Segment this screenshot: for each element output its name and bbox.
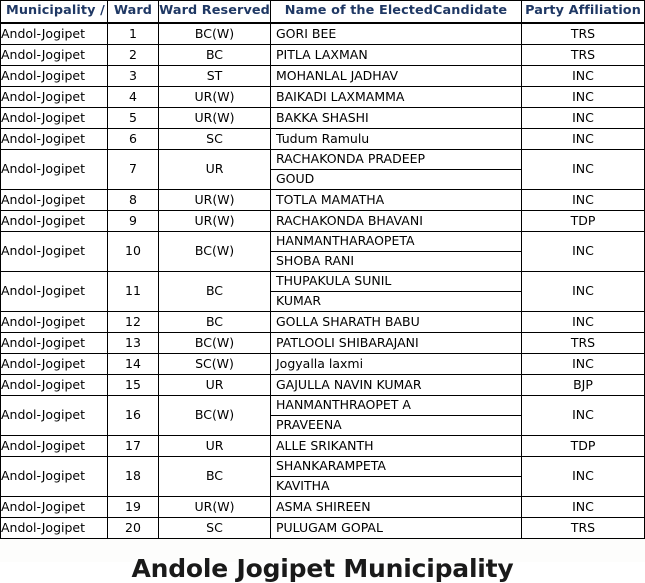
cell-candidate-name (271, 396, 522, 436)
column-header-municipality: Municipality / (1, 1, 108, 24)
cell-ward-number: 1 (108, 23, 159, 45)
candidate-name-stack (271, 108, 521, 128)
cell-ward-reserved: BC (159, 45, 271, 66)
table-row (1, 272, 645, 312)
cell-party-affiliation: INC (522, 129, 645, 150)
cell-party-affiliation: INC (522, 87, 645, 108)
cell-candidate-name (271, 375, 522, 396)
candidate-name-stack (271, 272, 521, 311)
candidate-name-line: ALLE SRIKANTH (276, 437, 374, 453)
cell-municipality: Andol-Jogipet (1, 272, 108, 312)
cell-municipality: Andol-Jogipet (1, 497, 108, 518)
cell-candidate-name (271, 150, 522, 190)
cell-candidate-name (271, 87, 522, 108)
table-row (1, 190, 645, 211)
candidate-name-line: SHANKARAMPETA (276, 458, 386, 474)
cell-municipality: Andol-Jogipet (1, 333, 108, 354)
candidate-name-line: GAJULLA NAVIN KUMAR (276, 376, 422, 392)
column-header-party: Party Affiliation (522, 1, 645, 24)
cell-municipality: Andol-Jogipet (1, 232, 108, 272)
cell-municipality: Andol-Jogipet (1, 436, 108, 457)
table-body (1, 23, 645, 539)
cell-candidate-name (271, 333, 522, 354)
cell-candidate-name (271, 108, 522, 129)
cell-ward-reserved: BC(W) (159, 333, 271, 354)
candidate-name-stack (271, 457, 521, 496)
cell-ward-reserved: UR(W) (159, 87, 271, 108)
table-row (1, 354, 645, 375)
cell-ward-reserved: ST (159, 66, 271, 87)
cell-ward-number: 4 (108, 87, 159, 108)
cell-ward-reserved: UR(W) (159, 497, 271, 518)
cell-ward-reserved: SC (159, 129, 271, 150)
candidate-name-stack (271, 190, 521, 210)
cell-municipality: Andol-Jogipet (1, 45, 108, 66)
cell-ward-number: 11 (108, 272, 159, 312)
cell-ward-number: 8 (108, 190, 159, 211)
candidate-name-stack (271, 436, 521, 456)
candidate-name-stack (271, 211, 521, 231)
cell-municipality: Andol-Jogipet (1, 457, 108, 497)
cell-party-affiliation: INC (522, 354, 645, 375)
cell-ward-number: 19 (108, 497, 159, 518)
cell-municipality: Andol-Jogipet (1, 66, 108, 87)
cell-municipality: Andol-Jogipet (1, 108, 108, 129)
cell-ward-reserved: BC(W) (159, 396, 271, 436)
cell-ward-number: 5 (108, 108, 159, 129)
cell-ward-reserved: UR(W) (159, 108, 271, 129)
cell-candidate-name (271, 66, 522, 87)
table-row (1, 436, 645, 457)
cell-municipality: Andol-Jogipet (1, 518, 108, 539)
candidate-name-line: GOUD (271, 169, 521, 189)
cell-ward-number: 6 (108, 129, 159, 150)
candidate-name-line: TOTLA MAMATHA (276, 191, 385, 207)
table-row (1, 66, 645, 87)
candidate-name-stack (271, 375, 521, 395)
cell-party-affiliation: INC (522, 108, 645, 129)
candidate-name-line: ASMA SHIREEN (276, 498, 371, 514)
candidate-name-stack (271, 497, 521, 517)
column-header-candidate: Name of the ElectedCandidate (271, 1, 522, 24)
cell-party-affiliation: TDP (522, 436, 645, 457)
cell-party-affiliation: INC (522, 150, 645, 190)
candidate-name-stack (271, 150, 521, 189)
cell-municipality: Andol-Jogipet (1, 129, 108, 150)
candidate-name-stack (271, 312, 521, 332)
candidate-name-line: PATLOOLI SHIBARAJANI (276, 334, 419, 350)
candidate-name-stack (271, 45, 521, 65)
cell-ward-number: 3 (108, 66, 159, 87)
table-header (1, 1, 645, 24)
candidate-name-line: PULUGAM GOPAL (276, 519, 383, 535)
candidate-name-line: GOLLA SHARATH BABU (276, 313, 420, 329)
candidate-name-stack (271, 354, 521, 374)
cell-party-affiliation: INC (522, 66, 645, 87)
cell-party-affiliation: INC (522, 312, 645, 333)
cell-ward-reserved: UR (159, 375, 271, 396)
cell-ward-number: 12 (108, 312, 159, 333)
column-header-ward-reserved: Ward Reserved (159, 1, 271, 24)
cell-ward-number: 9 (108, 211, 159, 232)
cell-candidate-name (271, 518, 522, 539)
column-header-ward: Ward (108, 1, 159, 24)
candidate-name-stack (271, 24, 521, 44)
candidate-name-line: BAIKADI LAXMAMMA (276, 88, 405, 104)
cell-candidate-name (271, 45, 522, 66)
table-row (1, 87, 645, 108)
candidate-name-line: BAKKA SHASHI (276, 109, 369, 125)
table-row (1, 108, 645, 129)
table-row (1, 45, 645, 66)
candidate-name-line: KAVITHA (271, 476, 521, 496)
cell-ward-reserved: UR(W) (159, 211, 271, 232)
cell-ward-number: 18 (108, 457, 159, 497)
cell-party-affiliation: INC (522, 190, 645, 211)
cell-ward-number: 16 (108, 396, 159, 436)
cell-candidate-name (271, 232, 522, 272)
cell-municipality: Andol-Jogipet (1, 354, 108, 375)
cell-ward-number: 20 (108, 518, 159, 539)
cell-ward-number: 14 (108, 354, 159, 375)
cell-ward-reserved: BC (159, 272, 271, 312)
table-row (1, 129, 645, 150)
cell-ward-reserved: UR(W) (159, 190, 271, 211)
cell-municipality: Andol-Jogipet (1, 190, 108, 211)
table-row (1, 150, 645, 190)
cell-party-affiliation: TRS (522, 45, 645, 66)
cell-candidate-name (271, 190, 522, 211)
cell-party-affiliation: INC (522, 396, 645, 436)
cell-candidate-name (271, 272, 522, 312)
candidate-name-line: PITLA LAXMAN (276, 46, 368, 62)
cell-municipality: Andol-Jogipet (1, 396, 108, 436)
cell-municipality: Andol-Jogipet (1, 312, 108, 333)
cell-ward-reserved: BC(W) (159, 23, 271, 45)
table-row (1, 396, 645, 436)
cell-candidate-name (271, 497, 522, 518)
cell-ward-reserved: UR (159, 436, 271, 457)
cell-ward-reserved: SC (159, 518, 271, 539)
candidate-name-line: RACHAKONDA PRADEEP (276, 151, 426, 167)
figure-caption: Andole Jogipet Municipality (131, 554, 514, 583)
cell-candidate-name (271, 129, 522, 150)
cell-municipality: Andol-Jogipet (1, 211, 108, 232)
cell-party-affiliation: BJP (522, 375, 645, 396)
table-row (1, 375, 645, 396)
candidate-name-line: Jogyalla laxmi (276, 355, 364, 371)
cell-party-affiliation: TDP (522, 211, 645, 232)
candidate-name-line: KUMAR (271, 291, 521, 311)
candidate-name-stack (271, 518, 521, 538)
candidate-name-line: HANMANTHARAOPETA (276, 233, 415, 249)
table-row (1, 497, 645, 518)
candidate-name-stack (271, 66, 521, 86)
cell-municipality: Andol-Jogipet (1, 150, 108, 190)
cell-candidate-name (271, 354, 522, 375)
cell-party-affiliation: INC (522, 457, 645, 497)
cell-party-affiliation: INC (522, 232, 645, 272)
candidate-name-stack (271, 333, 521, 353)
candidate-name-line: SHOBA RANI (271, 251, 521, 271)
cell-ward-reserved: UR (159, 150, 271, 190)
candidate-name-line: GORI BEE (276, 25, 337, 41)
cell-ward-reserved: BC(W) (159, 232, 271, 272)
table-row (1, 333, 645, 354)
cell-ward-reserved: SC(W) (159, 354, 271, 375)
table-row (1, 457, 645, 497)
cell-party-affiliation: TRS (522, 518, 645, 539)
cell-municipality: Andol-Jogipet (1, 87, 108, 108)
table-row (1, 23, 645, 45)
table-row (1, 211, 645, 232)
candidate-name-stack (271, 129, 521, 149)
cell-candidate-name (271, 436, 522, 457)
table-row (1, 312, 645, 333)
candidate-name-line: THUPAKULA SUNIL (276, 273, 392, 289)
cell-ward-number: 7 (108, 150, 159, 190)
candidate-name-stack (271, 396, 521, 435)
candidate-name-line: MOHANLAL JADHAV (276, 67, 399, 83)
cell-municipality: Andol-Jogipet (1, 23, 108, 45)
cell-party-affiliation: TRS (522, 23, 645, 45)
cell-ward-number: 2 (108, 45, 159, 66)
cell-candidate-name (271, 312, 522, 333)
cell-ward-number: 17 (108, 436, 159, 457)
cell-ward-number: 10 (108, 232, 159, 272)
candidate-name-line: Tudum Ramulu (276, 130, 370, 146)
cell-ward-number: 15 (108, 375, 159, 396)
table-header-row (1, 1, 645, 24)
cell-candidate-name (271, 211, 522, 232)
cell-party-affiliation: TRS (522, 333, 645, 354)
cell-candidate-name (271, 23, 522, 45)
candidate-name-line: RACHAKONDA BHAVANI (276, 212, 423, 228)
cell-ward-number: 13 (108, 333, 159, 354)
candidate-name-stack (271, 232, 521, 271)
cell-party-affiliation: INC (522, 497, 645, 518)
candidate-name-line: PRAVEENA (271, 415, 521, 435)
candidate-name-line: HANMANTHRAOPET A (276, 397, 411, 413)
table-row (1, 518, 645, 539)
candidate-name-stack (271, 87, 521, 107)
cell-ward-reserved: BC (159, 312, 271, 333)
cell-ward-reserved: BC (159, 457, 271, 497)
cell-municipality: Andol-Jogipet (1, 375, 108, 396)
cell-candidate-name (271, 457, 522, 497)
table-row (1, 232, 645, 272)
cell-party-affiliation: INC (522, 272, 645, 312)
